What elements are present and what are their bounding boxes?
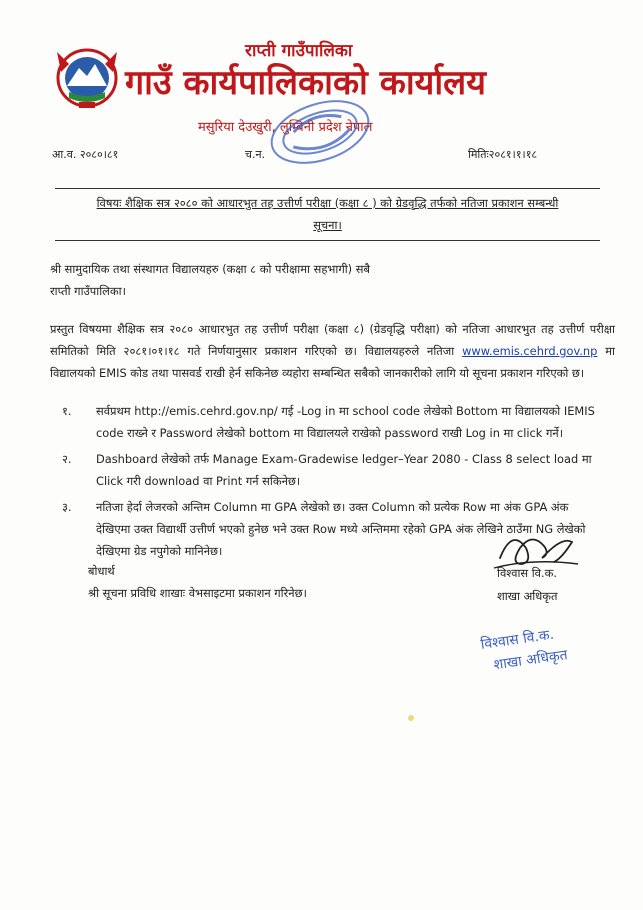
notice-paragraph [50,318,615,384]
nepal-emblem-icon [55,42,119,110]
officer-stamp [479,622,569,677]
list-item-number: ३. [62,500,72,514]
municipality-name: राप्ती गाउँपालिका [245,41,353,61]
office-address: मसुरिया देउखुरी, लुम्बिनी प्रदेश नेपाल [198,120,373,135]
stamp-line-2: शाखा अधिकृत [492,647,569,674]
paragraph-part-2: मा विद्यालयको EMIS कोड तथा पासवर्ड राखी हेर्न सकिनेछ व्यहोरा सम्बन्धित सबैको जानकारीको लागि यो सूचना प्रकाशन गरिएको छ। [50,344,615,380]
emis-link[interactable]: www.emis.cehrd.gov.np [462,344,598,358]
list-item-text: सर्वप्रथम http://emis.cehrd.gov.np/ गई -Log in मा school code लेखेको Bottom मा विद्यालयको IEMIS code राख्ने र Password लेखेको bottom मा विद्यालयले राखेको password राखी Log in मा click गर्ने। [96,404,595,440]
signer-name: विश्वास वि.क. [497,566,558,580]
recipients-line-2: राप्ती गाउँपालिका। [50,284,126,298]
list-item-number: १. [62,404,72,418]
recipients-line-1: श्री सामुदायिक तथा संस्थागत विद्यालयहरु (कक्षा ८ को परीक्षामा सहभागी) सबै [50,262,370,276]
highlight-mark [408,715,414,721]
fiscal-year: आ.व. २०८०।८१ [52,148,119,161]
list-item [62,448,602,492]
list-item-number: २. [62,452,72,466]
issue-date: मितिः२०८१।१।१८ [468,148,538,161]
stamp-line-1: विश्वास वि.क. [479,626,556,653]
notice-subject [55,188,600,241]
office-seal-icon [265,96,375,168]
list-item-text: Dashboard लेखेको तर्फ Manage Exam-Gradewise ledger–Year 2080 - Class 8 select load मा Click गरी download वा Print गर्न सकिनेछ। [96,452,592,488]
office-title: गाउँ कार्यपालिकाको कार्यालय [125,63,486,103]
cc-label: बोधार्थ [88,564,115,578]
list-item [62,400,602,444]
subject-line-1: विषयः शैक्षिक सत्र २०८० को आधारभुत तह उत्तीर्ण परीक्षा (कक्षा ८ ) को ग्रेडवृद्धि तर्फको नतिजा प्रकाशन सम्बन्धी [96,196,559,210]
paragraph-part-1: प्रस्तुत विषयमा शैक्षिक सत्र २०८० आधारभुत तह उत्तीर्ण परीक्षा (कक्षा ८) (ग्रेडवृद्धि परीक्षा) को नतिजा आधारभुत तह उत्तीर्ण परीक्षा समितिको मिति २०८१।०१।१८ गते निर्णयानुसार प्रकाशन गरिएको छ। विद्यालयहरुले नतिजा [50,322,615,358]
signer-title: शाखा अधिकृत [497,589,558,603]
subject-line-2: सूचना। [313,218,342,232]
reference-number: च.न. [245,148,266,161]
cc-line: श्री सूचना प्रविधि शाखाः वेभसाइटमा प्रकाशन गरिनेछ। [88,586,307,600]
recipients [50,258,610,302]
list-item-text: नतिजा हेर्दा लेजरको अन्तिम Column मा GPA लेखेको छ। उक्त Column को प्रत्येक Row मा अंक GPA अंक देखिएमा उक्त विद्यार्थी उत्तीर्ण भएको हुनेछ भने उक्त Row मध्ये अन्तिममा रहेको GPA अंक लेखिने ठाउँमा NG लेखेको देखिएमा ग्रेड नपुगेको मानिनेछ। [96,500,586,558]
